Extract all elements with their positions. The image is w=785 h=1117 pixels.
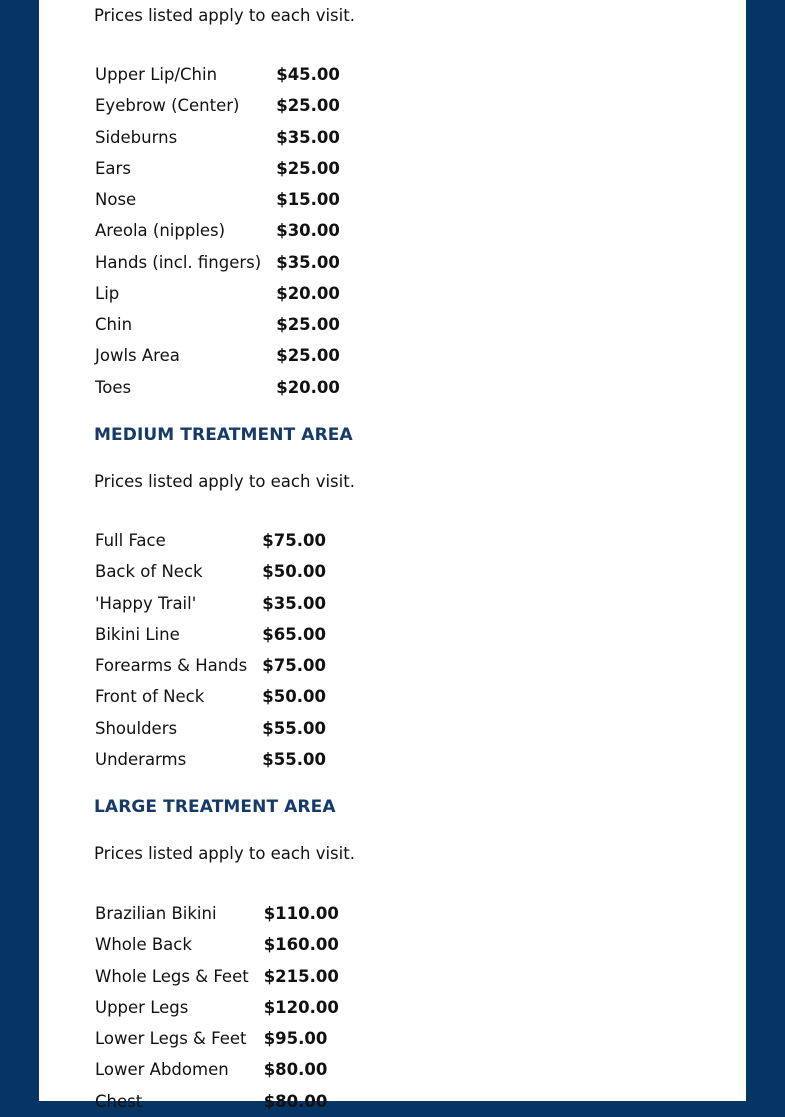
area-price: $45.00 [276,65,340,84]
price-row [94,247,340,278]
area-price: $35.00 [276,127,340,147]
area-name: Back of Neck [95,562,203,582]
medium-area-note: Prices listed apply to each visit. [94,472,355,491]
price-row [94,681,326,712]
area-price: $55.00 [262,718,326,738]
area-price: $25.00 [276,96,340,116]
area-name: Front of Neck [95,687,205,707]
area-name: Full Face [95,531,166,550]
area-price: $80.00 [263,1060,328,1080]
area-price: $35.00 [276,252,340,272]
price-row [94,929,339,960]
area-price: $25.00 [276,346,340,366]
area-price: $30.00 [276,221,340,241]
area-name: Eyebrow (Center) [95,96,240,116]
area-name: Upper Lip/Chin [95,65,218,84]
area-name: Shoulders [95,718,178,738]
area-price: $20.00 [276,377,340,397]
area-name: Forearms & Hands [95,656,248,675]
price-row [94,309,340,340]
area-price: $25.00 [276,158,340,178]
content-panel [39,0,746,1111]
area-name: Toes [95,377,132,397]
area-name: 'Happy Trail' [95,593,197,613]
area-price: $95.00 [263,1029,328,1048]
area-name: Areola (nipples) [95,221,226,241]
area-name: Lower Abdomen [95,1060,229,1080]
area-price: $20.00 [276,283,340,303]
area-name: Lower Legs & Feet [95,1029,247,1048]
price-row [94,1054,339,1085]
area-price: $50.00 [262,562,326,582]
price-row [94,588,326,619]
large-area-note: Prices listed apply to each visit. [94,844,355,863]
price-row [94,278,340,309]
area-price: $215.00 [263,966,339,986]
area-price: $25.00 [276,315,340,334]
price-row [94,744,326,775]
area-name: Hands (incl. fingers) [95,252,262,272]
price-row [94,340,340,371]
area-price: $55.00 [262,749,326,769]
medium-area-price-table [94,525,326,775]
area-price: $50.00 [262,687,326,707]
area-name: Nose [95,190,137,209]
price-row [94,556,326,587]
area-price: $160.00 [263,935,339,955]
price-row [94,90,340,121]
price-row [94,961,339,992]
area-name: Brazilian Bikini [95,904,217,923]
area-name: Chin [95,315,133,334]
price-row [94,713,326,744]
price-row [94,650,326,681]
area-name: Bikini Line [95,624,180,644]
area-price: $75.00 [262,531,326,550]
large-area-heading: LARGE TREATMENT AREA [94,797,336,817]
price-row [94,372,340,403]
price-row [94,153,340,184]
area-price: $35.00 [262,593,326,613]
area-price: $15.00 [276,190,340,209]
area-name: Sideburns [95,127,178,147]
large-area-price-table [94,898,339,1117]
price-row [94,215,340,246]
area-name: Whole Back [95,935,192,955]
price-row [94,1086,339,1117]
price-row [94,59,340,90]
area-price: $110.00 [263,904,339,923]
medium-area-heading: MEDIUM TREATMENT AREA [94,425,353,445]
price-row [94,992,339,1023]
price-row [94,525,326,556]
area-name: Lip [95,283,120,303]
area-name: Underarms [95,749,187,769]
small-area-note: Prices listed apply to each visit. [94,6,355,25]
price-row [94,1023,339,1054]
price-row [94,619,326,650]
area-price: $75.00 [262,656,326,675]
area-price: $65.00 [262,624,326,644]
area-name: Upper Legs [95,997,189,1017]
price-row [94,898,339,929]
area-price: $80.00 [263,1091,328,1111]
price-row [94,184,340,215]
area-price: $120.00 [263,997,339,1017]
area-name: Chest [95,1091,143,1111]
area-name: Whole Legs & Feet [95,966,249,986]
price-row [94,122,340,153]
small-area-price-table [94,59,340,403]
area-name: Jowls Area [95,346,180,366]
area-name: Ears [95,158,131,178]
